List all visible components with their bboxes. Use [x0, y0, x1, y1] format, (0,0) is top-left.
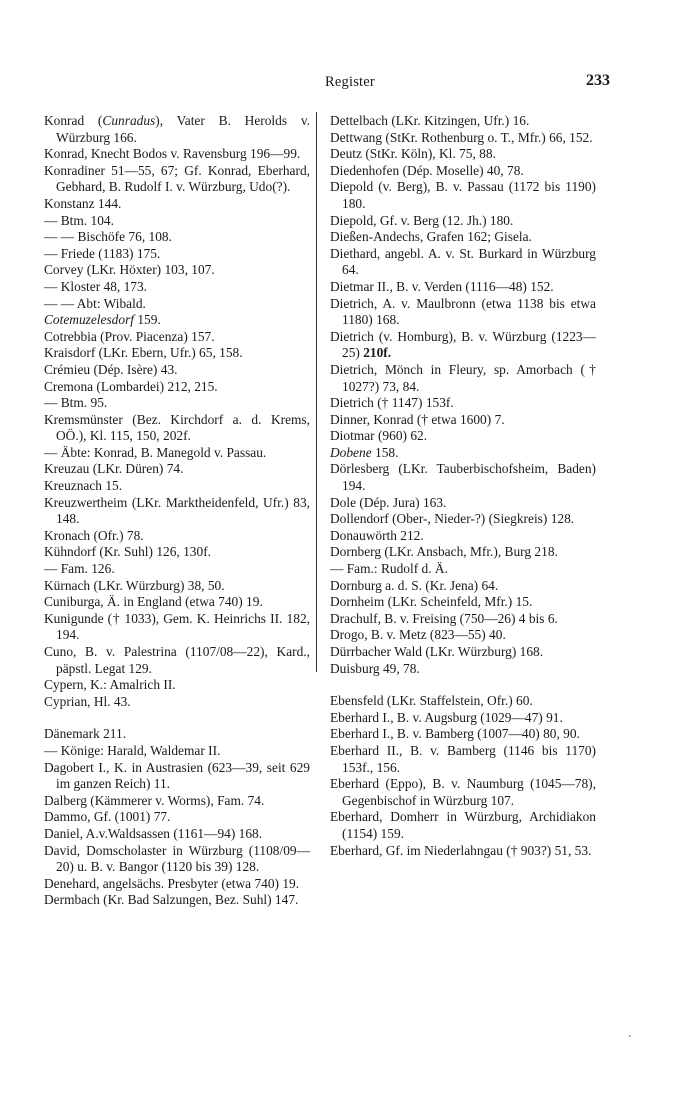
index-entry [44, 561, 310, 578]
entry-text: — Fam. 126. [44, 561, 115, 577]
entry-text: 159. [134, 312, 161, 328]
entry-text: Ebensfeld (LKr. Staffelstein, Ofr.) 60. [330, 693, 533, 709]
entry-text: Dietmar II., B. v. Verden (1116—48) 152. [330, 278, 554, 294]
entry-text: Dietrich († 1147) 153f. [330, 395, 454, 411]
entry-text: Dollendorf (Ober-, Nieder-?) (Siegkreis) 128. [330, 511, 575, 527]
entry-text: Deutz (StKr. Köln), Kl. 75, 88. [330, 146, 496, 162]
index-entry [330, 776, 596, 809]
entry-text: Daniel, A.v.Waldsassen (1161—94) 168. [44, 825, 263, 841]
entry-text: — Äbte: Konrad, B. Manegold v. Passau. [44, 444, 267, 460]
entry-text: — Btm. 95. [44, 395, 108, 411]
index-entry [44, 362, 310, 379]
index-entry [330, 113, 596, 130]
index-entry [330, 578, 596, 595]
entry-text: Kunigunde († 1033), Gem. K. Heinrichs II. 182, 194. [44, 610, 310, 643]
entry-text: Eberhard, Gf. im Niederlahngau († 903?) 51, 53. [330, 842, 592, 858]
entry-text: Kürnach (LKr. Würzburg) 38, 50. [44, 577, 225, 593]
entry-text: Dalberg (Kämmerer v. Worms), Fam. 74. [44, 792, 265, 808]
index-entry [330, 693, 596, 710]
entry-text: Dietrich, A. v. Maulbronn (etwa 1138 bis etwa 1180) 168. [330, 295, 596, 328]
entry-text: Dornheim (LKr. Scheinfeld, Mfr.) 15. [330, 594, 533, 610]
index-entry [44, 578, 310, 595]
entry-text: Donauwörth 212. [330, 527, 424, 543]
index-entry [330, 179, 596, 212]
entry-text: Kronach (Ofr.) 78. [44, 527, 144, 543]
entry-text: — Könige: Harald, Waldemar II. [44, 742, 221, 758]
entry-text: Eberhard I., B. v. Augsburg (1029—47) 91. [330, 709, 563, 725]
index-entry [330, 726, 596, 743]
index-entry [330, 213, 596, 230]
index-entry [330, 395, 596, 412]
entry-text: Dettelbach (LKr. Kitzingen, Ufr.) 16. [330, 113, 530, 128]
entry-text: — — Bischöfe 76, 108. [44, 229, 172, 245]
entry-text: Dießen-Andechs, Grafen 162; Gisela. [330, 229, 532, 245]
index-entry [330, 495, 596, 512]
entry-text: Dammo, Gf. (1001) 77. [44, 809, 171, 825]
entry-text: Eberhard I., B. v. Bamberg (1007—40) 80, 90. [330, 726, 580, 742]
entry-text: Dörlesberg (LKr. Tauberbischofsheim, Baden) 194. [330, 461, 596, 494]
entry-text: Kraisdorf (LKr. Ebern, Ufr.) 65, 158. [44, 345, 243, 361]
entry-text: Cunradus [102, 113, 156, 128]
index-entry [44, 677, 310, 694]
entry-text: Diethard, angebl. A. v. St. Burkard in Würzburg 64. [330, 245, 596, 278]
entry-text: Eberhard II., B. v. Bamberg (1146 bis 1170) 153f., 156. [330, 742, 596, 775]
index-entry [330, 544, 596, 561]
index-entry [330, 843, 596, 860]
entry-text: Kreuznach 15. [44, 478, 123, 494]
entry-text: Duisburg 49, 78. [330, 660, 420, 676]
entry-text: Diotmar (960) 62. [330, 428, 428, 444]
page-number: 233 [586, 72, 610, 89]
index-entry [44, 528, 310, 545]
index-entry [44, 213, 310, 230]
index-entry [330, 627, 596, 644]
index-entry [330, 146, 596, 163]
entry-text: Drogo, B. v. Metz (823—55) 40. [330, 627, 506, 643]
entry-text: Konradiner 51—55, 67; Gf. Konrad, Eberhard, Gebhard, B. Rudolf I. v. Würzburg, Udo(?). [44, 162, 310, 195]
entry-text: Dürrbacher Wald (LKr. Würzburg) 168. [330, 644, 544, 659]
index-entry [44, 611, 310, 644]
index-entry [330, 611, 596, 628]
index-entry [330, 412, 596, 429]
entry-text: — Fam.: Rudolf d. Ä. [330, 561, 448, 577]
index-entry [44, 196, 310, 213]
index-entry [330, 528, 596, 545]
entry-text: Dagobert I., K. in Austrasien (623—39, seit 629 im ganzen Reich) 11. [44, 759, 310, 792]
index-entry [44, 726, 310, 743]
index-column-right [330, 113, 596, 859]
index-entry [330, 246, 596, 279]
index-entry [44, 445, 310, 462]
entry-text: Diepold, Gf. v. Berg (12. Jh.) 180. [330, 212, 514, 228]
index-entry [44, 113, 310, 146]
index-entry [44, 395, 310, 412]
entry-text: Dänemark 211. [44, 726, 127, 742]
index-entry [44, 345, 310, 362]
entry-text: Dobene [330, 444, 372, 460]
entry-text: Cuno, B. v. Palestrina (1107/08—22), Kard., päpstl. Legat 129. [44, 644, 310, 676]
entry-text: Crémieu (Dép. Isère) 43. [44, 361, 178, 377]
index-entry [44, 296, 310, 313]
entry-text: — Kloster 48, 173. [44, 278, 148, 294]
entry-text: Diepold (v. Berg), B. v. Passau (1172 bis 1190) 180. [330, 179, 596, 211]
entry-text: Konrad ( [44, 113, 103, 128]
index-entry [330, 279, 596, 296]
entry-text: Cyprian, Hl. 43. [44, 693, 131, 709]
index-entry [330, 561, 596, 578]
index-entry [44, 246, 310, 263]
entry-text: Dettwang (StKr. Rothenburg o. T., Mfr.) 66, 152. [330, 129, 593, 145]
entry-text: Denehard, angelsächs. Presbyter (etwa 740) 19. [44, 875, 300, 891]
index-entry [44, 760, 310, 793]
index-entry [44, 478, 310, 495]
index-entry [44, 412, 310, 445]
index-entry [330, 130, 596, 147]
entry-text: Kreuzwertheim (LKr. Marktheidenfeld, Ufr.) 83, 148. [44, 494, 310, 527]
index-entry [44, 262, 310, 279]
entry-text: ), Vater B. Herolds v. Würzburg 166. [56, 113, 311, 145]
index-entry [44, 461, 310, 478]
index-entry [44, 279, 310, 296]
entry-text: David, Domscholaster in Würzburg (1108/09—20) u. B. v. Bangor (1120 bis 39) 128. [44, 842, 310, 875]
index-entry [44, 644, 310, 677]
entry-text: Konrad, Knecht Bodos v. Ravensburg 196—99. [44, 146, 301, 162]
index-entry [330, 362, 596, 395]
column-divider [316, 112, 317, 672]
index-entry [44, 329, 310, 346]
index-entry [44, 826, 310, 843]
entry-text: Cremona (Lombardei) 212, 215. [44, 378, 218, 394]
entry-text: Kreuzau (LKr. Düren) 74. [44, 461, 184, 477]
index-entry [44, 843, 310, 876]
index-entry [330, 428, 596, 445]
index-entry [330, 644, 596, 661]
entry-text: Cuniburga, Ä. in England (etwa 740) 19. [44, 594, 263, 610]
index-entry [330, 710, 596, 727]
entry-text: Konstanz 144. [44, 195, 122, 211]
entry-text: Cypern, K.: Amalrich II. [44, 677, 176, 693]
entry-text: Drachulf, B. v. Freising (750—26) 4 bis 6. [330, 610, 558, 626]
index-entry [330, 511, 596, 528]
index-entry [44, 594, 310, 611]
index-entry [44, 544, 310, 561]
index-entry [44, 163, 310, 196]
index-entry [44, 809, 310, 826]
index-column-left [44, 113, 310, 909]
index-entry [330, 743, 596, 776]
index-entry [44, 892, 310, 909]
entry-text: Dornberg (LKr. Ansbach, Mfr.), Burg 218. [330, 544, 558, 560]
index-entry [44, 743, 310, 760]
index-entry [330, 809, 596, 842]
entry-text: 158. [371, 444, 399, 460]
entry-text: Dornburg a. d. S. (Kr. Jena) 64. [330, 577, 499, 593]
entry-text: Corvey (LKr. Höxter) 103, 107. [44, 262, 215, 278]
index-entry [44, 495, 310, 528]
index-entry [330, 661, 596, 678]
entry-text: Eberhard, Domherr in Würzburg, Archidiakon (1154) 159. [330, 809, 596, 841]
page-speck [629, 1035, 631, 1037]
index-entry [330, 445, 596, 462]
entry-text: — Friede (1183) 175. [44, 245, 161, 261]
entry-text: Dole (Dép. Jura) 163. [330, 494, 447, 510]
entry-text: — — Abt: Wibald. [44, 295, 146, 311]
index-entry [44, 146, 310, 163]
entry-text: 210f. [363, 345, 392, 361]
index-entry [44, 379, 310, 396]
index-entry [44, 229, 310, 246]
index-entry [330, 296, 596, 329]
index-entry [330, 594, 596, 611]
entry-text: Eberhard (Eppo), B. v. Naumburg (1045—78), Gegenbischof in Würzburg 107. [330, 776, 596, 808]
entry-text: Dietrich (v. Homburg), B. v. Würzburg (1223—25) [330, 328, 596, 361]
index-entry [44, 694, 310, 711]
entry-text: — Btm. 104. [44, 212, 114, 228]
index-entry [44, 793, 310, 810]
entry-text: Dinner, Konrad († etwa 1600) 7. [330, 411, 505, 427]
index-entry [330, 163, 596, 180]
index-entry [330, 329, 596, 362]
index-entry [330, 229, 596, 246]
entry-text: Kühndorf (Kr. Suhl) 126, 130f. [44, 544, 211, 560]
index-entry [44, 312, 310, 329]
entry-text: Dermbach (Kr. Bad Salzungen, Bez. Suhl) 147. [44, 892, 299, 908]
entry-text: Cotrebbia (Prov. Piacenza) 157. [44, 328, 215, 344]
entry-text: Cotemuzelesdorf [44, 312, 135, 328]
entry-text: Dietrich, Mönch in Fleury, sp. Amorbach († 1027?) 73, 84. [330, 361, 596, 394]
entry-text: Diedenhofen (Dép. Moselle) 40, 78. [330, 162, 524, 178]
index-entry [44, 876, 310, 893]
entry-text: Kremsmünster (Bez. Kirchdorf a. d. Krems, OÖ.), Kl. 115, 150, 202f. [44, 411, 310, 444]
running-head: Register [325, 74, 375, 90]
index-entry [330, 461, 596, 494]
